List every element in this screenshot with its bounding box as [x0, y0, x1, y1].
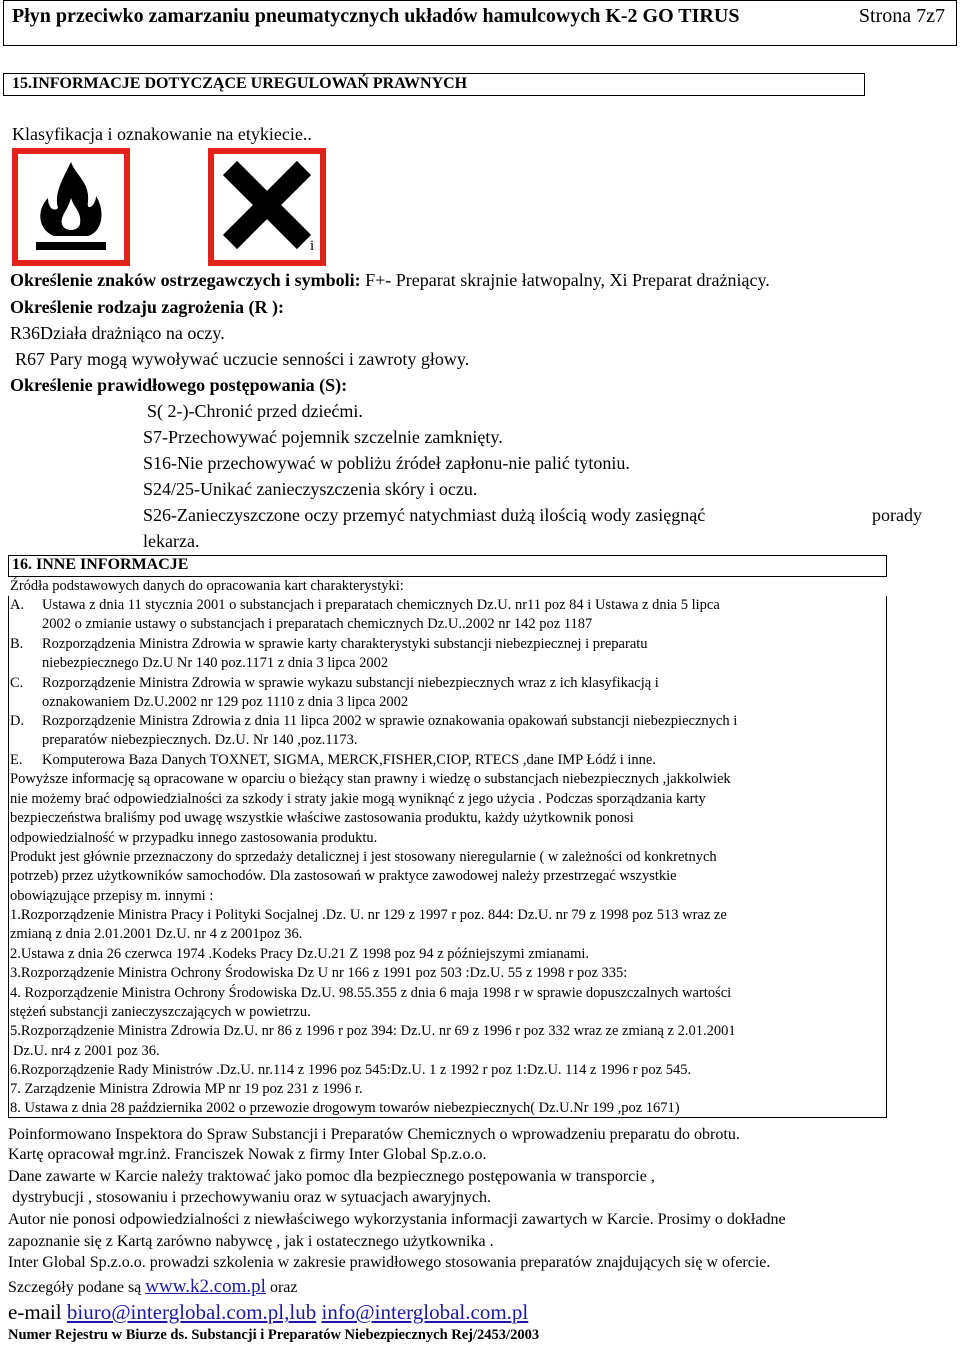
- r-phrases-label: Określenie rodzaju zagrożenia (R ):: [10, 297, 284, 317]
- body-line: Powyższe informację są opracowane w oparciu o bieżący stan prawny i wiedzę o substancjach niebezpiecznych ,jakkolwiek: [10, 771, 731, 787]
- website-link[interactable]: www.k2.com.pl: [145, 1276, 266, 1297]
- source-line: Rozporządzenie Ministra Zdrowia w sprawie wykazu substancji niebezpiecznych wraz z ich klasyfikacją i: [42, 675, 659, 691]
- sources-heading: Źródła podstawowych danych do opracowania kart charakterystyki:: [10, 578, 404, 594]
- email-prefix: e-mail: [8, 1300, 62, 1324]
- footer-line: zapoznanie się z Kartą zarówno nabywcę , jak i ostatecznego użytkownika .: [8, 1233, 494, 1250]
- source-marker: C.: [10, 675, 24, 691]
- page-number: Strona 7z7: [858, 5, 945, 27]
- symbols-text: F+- Preparat skrajnie łatwopalny, Xi Preparat drażniący.: [365, 270, 770, 290]
- body-line: bezpieczeństwa braliśmy pod uwagę wszystkie właściwe zastosowania produktu, każdy użytkownik ponosi: [10, 810, 634, 826]
- source-line: Ustawa z dnia 11 stycznia 2001 o substancjach i preparatach chemicznych Dz.U. nr11 poz 84 i Ustawa z dnia 5 lipca: [42, 597, 720, 613]
- registry-number: Numer Rejestru w Biurze ds. Substancji i Preparatów Niebezpiecznych Rej/2453/2003: [8, 1327, 540, 1343]
- footer-line: Poinformowano Inspektora do Spraw Substancji i Preparatów Chemicznych o wprowadzeniu preparatu do obrotu.: [8, 1126, 740, 1143]
- r-phrase: R67 Pary mogą wywoływać uczucie senności i zawroty głowy.: [15, 349, 470, 369]
- footer-line: dystrybucji , stosowaniu i przechowywaniu oraz w sytuacjach awaryjnych.: [8, 1189, 491, 1206]
- footer-line: Autor nie ponosi odpowiedzialności z niewłaściwego wykorzystania informacji zawartych w Karcie. Prosimy o dokładne: [8, 1211, 786, 1228]
- email-line: [8, 1300, 528, 1325]
- s-phrase-continuation: lekarza.: [143, 531, 200, 551]
- source-marker: B.: [10, 636, 24, 652]
- s-phrase: S( 2-)-Chronić przed dziećmi.: [147, 401, 363, 421]
- regulation-line: stężeń substancji zanieczyszczających w powietrzu.: [10, 1004, 311, 1020]
- s-phrase-continuation: porady: [872, 505, 922, 525]
- body-line: potrzeb) przez użytkowników samochodów. Dla zastosowań w praktyce zawodowej należy przestrzegać wszystkie: [10, 868, 677, 884]
- footer-line: Kartę opracował mgr.inż. Franciszek Nowak z firmy Inter Global Sp.z.o.o.: [8, 1146, 487, 1163]
- regulation-line: Dz.U. nr4 z 2001 poz 36.: [13, 1043, 160, 1059]
- source-line: preparatów niebezpiecznych. Dz.U. Nr 140 ,poz.1173.: [42, 732, 358, 748]
- cross-icon: [214, 154, 320, 260]
- details-prefix: Szczegóły podane są: [8, 1279, 142, 1296]
- r-phrase: R36Działa drażniąco na oczy.: [10, 323, 225, 343]
- details-line: [8, 1276, 297, 1298]
- s-phrases-label: Określenie prawidłowego postępowania (S):: [10, 375, 348, 395]
- symbols-line: [10, 270, 770, 291]
- source-line: oznakowaniem Dz.U.2002 nr 129 poz 1110 z dnia 3 lipca 2002: [42, 694, 409, 710]
- footer-line: Dane zawarte w Karcie należy traktować jako pomoc dla bezpiecznego postępowania w transporcie ,: [8, 1168, 655, 1185]
- flame-icon: [18, 154, 124, 260]
- flammable-pictogram: [12, 148, 130, 266]
- source-line: 2002 o zmianie ustawy o substancjach i preparatach chemicznych Dz.U..2002 nr 142 poz 1187: [42, 616, 593, 632]
- email-link-info[interactable]: info@interglobal.com.pl: [321, 1300, 529, 1324]
- footer-line: Inter Global Sp.z.o.o. prowadzi szkolenia w zakresie prawidłowego stosowania preparatów znajdujących się w ofercie.: [8, 1254, 771, 1271]
- source-line: Rozporządzenia Ministra Zdrowia w sprawie karty charakterystyki substancji niebezpiecznej i preparatu: [42, 636, 648, 652]
- symbols-label: Określenie znaków ostrzegawczych i symboli:: [10, 270, 361, 290]
- document-title: Płyn przeciwko zamarzaniu pneumatycznych układów hamulcowych K-2 GO TIRUS: [12, 5, 740, 27]
- regulation-line: 4. Rozporządzenie Ministra Ochrony Środowiska Dz.U. 98.55.355 z dnia 6 maja 1998 r w sprawie dopuszczalnych wartości: [10, 985, 732, 1001]
- email-link-biuro[interactable]: biuro@interglobal.com.pl,lub: [66, 1300, 317, 1324]
- details-suffix: oraz: [269, 1279, 298, 1296]
- regulation-line: 5.Rozporządzenie Ministra Zdrowia Dz.U. nr 86 z 1996 r poz 394: Dz.U. nr 69 z 1996 r poz 332 wraz ze zmianą z 2.01.2001: [10, 1023, 736, 1039]
- regulation-line: 3.Rozporządzenie Ministra Ochrony Środowiska Dz U nr 166 z 1991 poz 503 :Dz.U. 55 z 1998 r poz 335:: [10, 965, 628, 981]
- body-line: Produkt jest głównie przeznaczony do sprzedaży detalicznej i jest stosowany nieregularnie ( w zależności od konkretnych: [10, 849, 717, 865]
- source-marker: E.: [10, 752, 23, 768]
- body-line: obowiązujące przepisy m. innymi :: [10, 888, 214, 904]
- regulation-line: 6.Rozporządzenie Rady Ministrów .Dz.U. nr.114 z 1996 poz 545:Dz.U. 1 z 1992 r poz 1:Dz.U. 114 z 1996 r poz 545.: [10, 1062, 692, 1078]
- source-marker: D.: [10, 713, 25, 729]
- source-line: Rozporządzenie Ministra Zdrowia z dnia 11 lipca 2002 w sprawie oznakowania opakowań substancji niebezpiecznych i: [42, 713, 738, 729]
- source-marker: A.: [10, 597, 25, 613]
- body-line: nie możemy brać odpowiedzialności za szkody i straty jakie mogą wyniknąć z jego użycia . Podczas sporządzania karty: [10, 791, 706, 807]
- source-line: Komputerowa Baza Danych TOXNET, SIGMA, MERCK,FISHER,CIOP, RTECS ,dane IMP Łódź i inne.: [42, 752, 656, 768]
- s-phrase: S24/25-Unikać zanieczyszczenia skóry i oczu.: [143, 479, 478, 499]
- pictogram-label: i: [310, 238, 315, 254]
- regulation-line: 2.Ustawa z dnia 26 czerwca 1974 .Kodeks Pracy Dz.U.21 Z 1998 poz 94 z późniejszymi zmianami.: [10, 946, 590, 962]
- section-15-title: 15.INFORMACJE DOTYCZĄCE UREGULOWAŃ PRAWNYCH: [12, 75, 468, 92]
- regulation-line: 8. Ustawa z dnia 28 października 2002 o przewozie drogowym towarów niebezpiecznych( Dz.U.Nr 199 ,poz 1671): [10, 1100, 680, 1116]
- classification-subtitle: Klasyfikacja i oznakowanie na etykiecie..: [12, 124, 312, 144]
- regulation-line: 1.Rozporządzenie Ministra Pracy i Polityki Socjalnej .Dz. U. nr 129 z 1997 r poz. 844: Dz.U. nr 79 z 1998 poz 513 wraz ze: [10, 907, 727, 923]
- section-16-title: 16. INNE INFORMACJE: [12, 556, 189, 573]
- s-phrase: S26-Zanieczyszczone oczy przemyć natychmiast dużą ilością wody zasięgnąć: [143, 505, 706, 525]
- regulation-line: 7. Zarządzenie Ministra Zdrowia MP nr 19 poz 231 z 1996 r.: [10, 1081, 363, 1097]
- body-line: odpowiedzialność w przypadku innego zastosowania produktu.: [10, 830, 378, 846]
- s-phrase: S7-Przechowywać pojemnik szczelnie zamknięty.: [143, 427, 503, 447]
- regulation-line: zmianą z dnia 2.01.2001 Dz.U. nr 4 z 2001poz 36.: [10, 926, 303, 942]
- irritant-pictogram: [208, 148, 326, 266]
- source-line: niebezpiecznego Dz.U Nr 140 poz.1171 z dnia 3 lipca 2002: [42, 655, 389, 671]
- s-phrase: S16-Nie przechowywać w pobliżu źródeł zapłonu-nie palić tytoniu.: [143, 453, 630, 473]
